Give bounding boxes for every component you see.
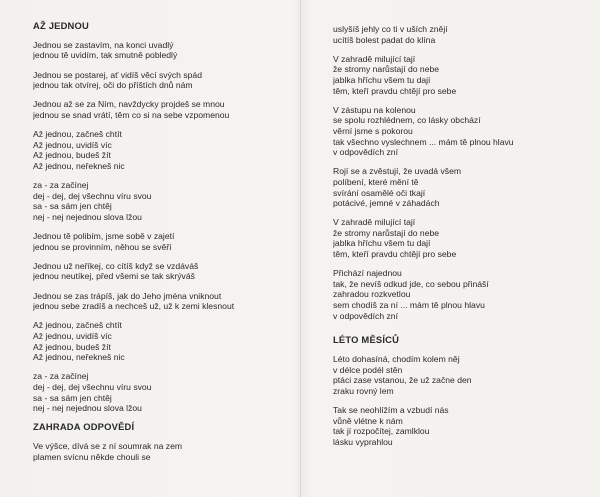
lyric-line: potácivé, jemné v záhadách — [333, 198, 440, 209]
lyric-line: se spolu rozhlédnem, co lásky obchází — [333, 115, 481, 126]
lyrics-leto-mesicu — [333, 354, 593, 447]
stanza — [333, 217, 593, 259]
lyric-line: ptáci zase vstanou, že už začne den — [333, 375, 472, 386]
lyric-line: sem chodíš za ní ... mám tě plnou hlavu — [333, 300, 485, 311]
stanza — [33, 371, 291, 413]
lyric-line: těm, kteří pravdu chtějí pro sebe — [333, 85, 457, 96]
lyric-line: svírání osamělé oči tkají — [333, 187, 426, 198]
lyric-line: políbení, které mění tě — [333, 176, 419, 187]
stanza — [33, 70, 291, 91]
right-page — [333, 0, 593, 497]
stanza — [333, 166, 593, 208]
lyric-line: Až jednou, začneš chtít — [33, 320, 122, 331]
lyric-line: věrní jsme s pokorou — [333, 125, 413, 136]
lyric-line: jednou se provinním, něhou se svěří — [33, 241, 172, 252]
lyric-line: tak, že nevíš odkud jde, co sebou přináší — [333, 278, 489, 289]
lyric-line: Až jednou, začneš chtít — [33, 129, 122, 140]
lyric-line: tak jí rozpočítej, zamlklou — [333, 426, 430, 437]
lyric-line: jednou neutíkej, před všemi se tak skrýváš — [33, 271, 195, 282]
stanza — [33, 291, 291, 312]
stanza — [33, 180, 291, 222]
lyric-line: jablka hříchu všem tu dají — [333, 238, 431, 249]
stanza — [33, 99, 291, 120]
lyric-line: Jednou se zastavím, na konci uvadlý — [33, 39, 174, 50]
stanza — [33, 320, 291, 362]
lyric-line: jednou se snad vrátí, těm co si na sebe vzpomenou — [33, 109, 230, 120]
lyric-line: Až jednou, uvidíš víc — [33, 331, 112, 341]
stanza — [333, 405, 593, 447]
lyric-line: nej - nej nejednou slova lžou — [33, 403, 142, 414]
page-fold — [300, 0, 301, 497]
lyric-line: Jednou tě polibím, jsme sobě v zajetí — [33, 231, 175, 242]
song-title-zahrada-odpovedi: ZAHRADA ODPOVĚDÍ — [33, 421, 135, 433]
lyric-line: v délce podél stěn — [333, 364, 403, 375]
lyric-line: V zástupu na kolenou — [333, 104, 416, 115]
lyric-line: jednou sebe zradíš a nechceš už, už k zemi klesnout — [33, 301, 235, 312]
stanza — [33, 261, 291, 282]
lyric-line: vůně vlétne k nám — [333, 415, 403, 426]
stanza — [333, 354, 593, 396]
lyric-line: Tak se neohlížím a vzbudí nás — [333, 404, 449, 415]
lyric-line: Léto dohasíná, chodím kolem něj — [333, 354, 460, 364]
song-title-az-jednou: AŽ JEDNOU — [33, 20, 89, 31]
lyric-line: dej - dej, dej všechnu víru svou — [33, 381, 152, 392]
stanza — [33, 231, 291, 252]
lyric-line: dej - dej, dej všechnu víru svou — [33, 190, 152, 201]
stanza — [333, 24, 593, 45]
lyric-line: v odpovědích zní — [333, 147, 398, 158]
lyric-line: uslyšíš jehly co ti v uších znějí — [333, 24, 448, 34]
lyric-line: sa - sa sám jen chtěj — [33, 201, 112, 212]
stanza — [33, 40, 291, 61]
lyric-line: Ve výšce, dívá se z ní soumrak na zem — [33, 441, 183, 452]
lyric-line: v odpovědích zní — [333, 310, 398, 321]
lyric-line: těm, kteří pravdu chtějí pro sebe — [333, 249, 457, 260]
lyric-line: Až jednou, neřekneš nic — [33, 160, 125, 171]
lyric-line: Jednou až se za Ním, navždycky projdeš se mnou — [33, 99, 225, 110]
lyrics-zahrada-odpovedi-part1 — [33, 441, 291, 462]
stanza — [333, 54, 593, 96]
lyric-line: že stromy narůstají do nebe — [333, 64, 440, 75]
lyric-line: tak všechno vyslechnem ... mám tě plnou hlavu — [333, 136, 514, 147]
lyric-line: jednou tě uvidím, tak smutně pobledlý — [33, 50, 178, 61]
left-page — [33, 0, 291, 497]
lyric-line: Přichází najednou — [333, 268, 402, 279]
lyric-line: jablka hříchu všem tu dají — [333, 74, 431, 85]
lyric-line: zraku rovný lem — [333, 385, 394, 396]
stanza — [33, 129, 291, 171]
stanza — [33, 441, 291, 462]
lyric-line: ucítíš bolest padat do klína — [333, 34, 436, 45]
lyric-line: lásku vyprahlou — [333, 436, 393, 447]
lyric-line: Jednou se postarej, ať vidíš věcí svých spád — [33, 69, 202, 80]
lyric-line: za - za začínej — [33, 180, 89, 191]
lyric-line: Až jednou, budeš žít — [33, 341, 111, 352]
lyric-line: jednou tak otvírej, oči do příštích dnů nám — [33, 80, 193, 91]
song-title-leto-mesicu: LÉTO MĚSÍCŮ — [333, 334, 400, 346]
stanza — [333, 105, 593, 158]
lyric-line: Rojí se a zvěstují, že uvadá všem — [333, 166, 462, 177]
lyric-line: za - za začínej — [33, 371, 89, 382]
lyric-line: nej - nej nejednou slova lžou — [33, 211, 142, 222]
lyric-line: Až jednou, budeš žít — [33, 150, 111, 161]
lyric-line: sa - sa sám jen chtěj — [33, 392, 112, 403]
lyric-line: Až jednou, neřekneš nic — [33, 352, 125, 363]
lyric-line: plamen svícnu někde chouli se — [33, 451, 151, 462]
lyric-line: V zahradě milující tají — [333, 53, 416, 64]
lyric-line: Až jednou, uvidíš víc — [33, 139, 112, 150]
lyric-line: zahradou rozkvetlou — [333, 289, 411, 300]
lyric-line: V zahradě milující tají — [333, 217, 416, 228]
stanza — [333, 268, 593, 321]
lyric-line: Jednou se zas trápíš, jak do Jeho jména vniknout — [33, 290, 222, 301]
lyrics-az-jednou — [33, 40, 291, 414]
lyric-line: že stromy narůstají do nebe — [333, 227, 440, 238]
lyric-line: Jednou už neříkej, co cítíš když se vzdáváš — [33, 260, 199, 271]
lyrics-zahrada-odpovedi-part2 — [333, 24, 593, 321]
